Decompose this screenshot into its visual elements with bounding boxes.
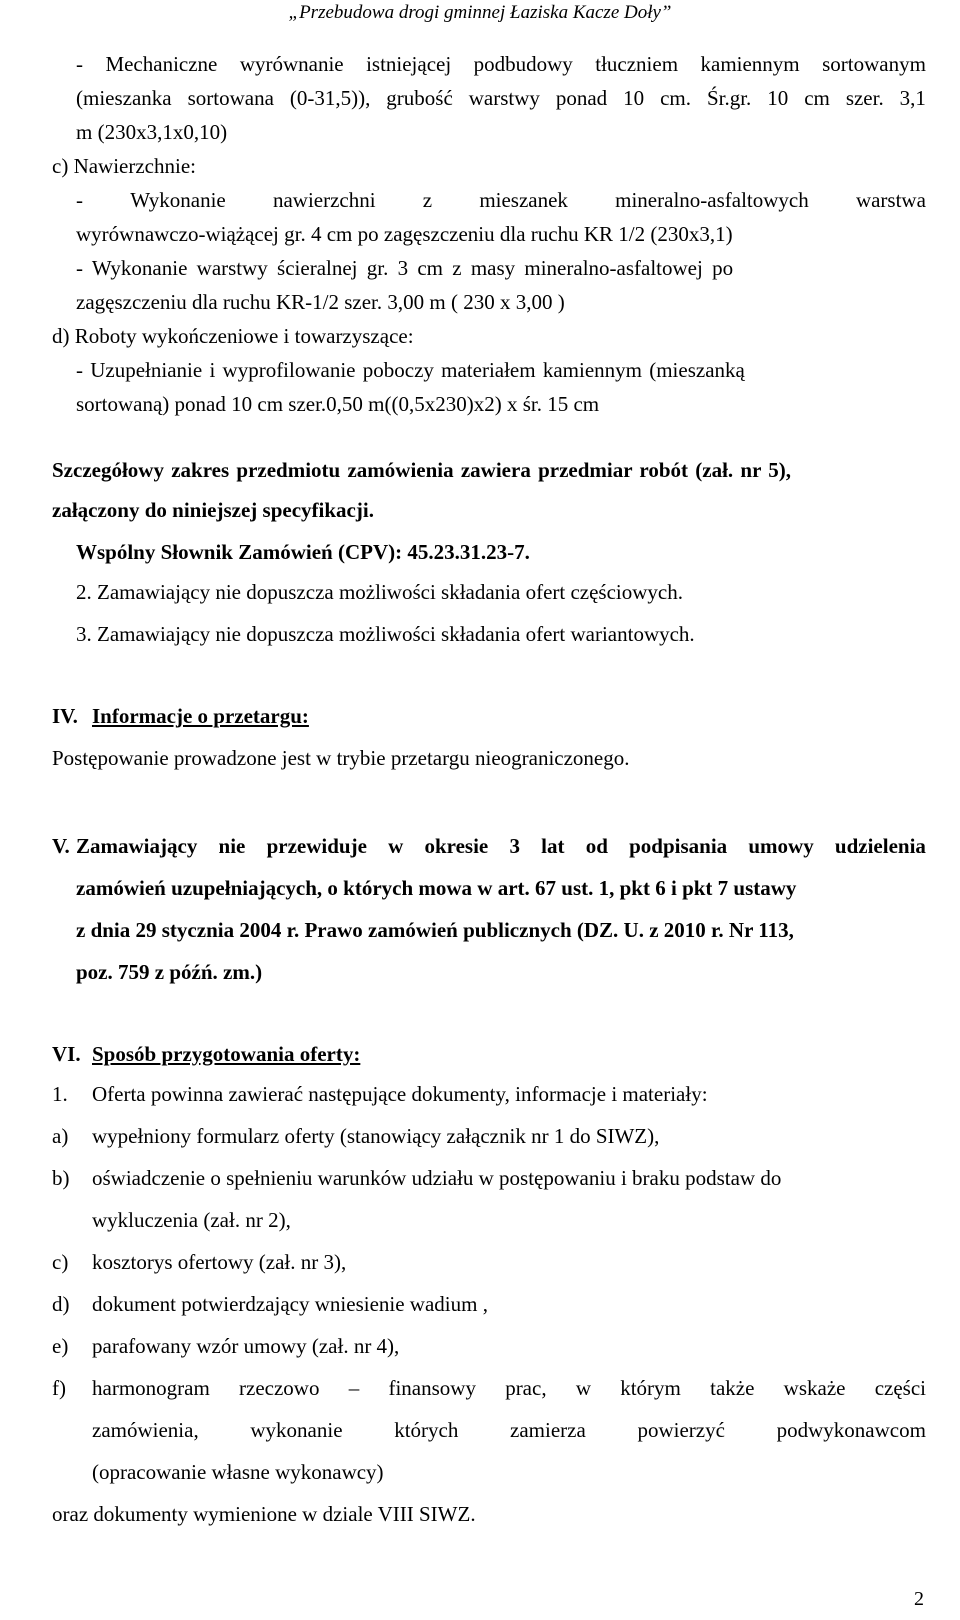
detail-item-2: 2. Zamawiający nie dopuszcza możliwości składania ofert częściowych. bbox=[76, 580, 684, 604]
offer-item-f-label: f) bbox=[52, 1376, 66, 1400]
offer-item-d-label: d) bbox=[52, 1292, 70, 1316]
offer-item-f-line-3: (opracowanie własne wykonawcy) bbox=[92, 1460, 384, 1484]
mech-line-3: m (230x3,1x0,10) bbox=[76, 120, 228, 144]
section-5-line-2: zamówień uzupełniających, o których mowa w art. 67 ust. 1, pkt 6 i pkt 7 ustawy bbox=[76, 876, 797, 900]
offer-item-a-label: a) bbox=[52, 1124, 69, 1148]
page-header: „Przebudowa drogi gminnej Łaziska Kacze Doły” bbox=[288, 2, 672, 23]
offer-intro: Oferta powinna zawierać następujące dokumenty, informacje i materiały: bbox=[92, 1082, 708, 1106]
offer-item-a: wypełniony formularz oferty (stanowiący załącznik nr 1 do SIWZ), bbox=[92, 1124, 660, 1148]
section-5-number: V. bbox=[52, 834, 70, 858]
offer-item-e-label: e) bbox=[52, 1334, 69, 1358]
nawierzchnie-heading: c) Nawierzchnie: bbox=[52, 154, 196, 178]
section-5-line-1: Zamawiający nie przewiduje w okresie 3 lat od podpisania umowy udzielenia bbox=[76, 834, 926, 858]
cpv-code: Wspólny Słownik Zamówień (CPV): 45.23.31.23-7. bbox=[76, 540, 530, 564]
roboty-item-line-1: - Uzupełnianie i wyprofilowanie poboczy materiałem kamiennym (mieszanką bbox=[76, 358, 745, 382]
detail-line-2: załączony do niniejszej specyfikacji. bbox=[52, 498, 374, 522]
offer-item-e: parafowany wzór umowy (zał. nr 4), bbox=[92, 1334, 400, 1358]
section-6-number: VI. bbox=[52, 1042, 81, 1066]
detail-item-3: 3. Zamawiający nie dopuszcza możliwości składania ofert wariantowych. bbox=[76, 622, 695, 646]
offer-item-c-label: c) bbox=[52, 1250, 69, 1274]
section-4-body: Postępowanie prowadzone jest w trybie przetargu nieograniczonego. bbox=[52, 746, 630, 770]
section-4-number: IV. bbox=[52, 704, 78, 728]
mech-line-2: (mieszanka sortowana (0-31,5)), grubość warstwy ponad 10 cm. Śr.gr. 10 cm szer. 3,1 bbox=[76, 86, 926, 110]
section-4-title: Informacje o przetargu: bbox=[92, 704, 309, 728]
offer-item-b-line-1: oświadczenie o spełnieniu warunków udziału w postępowaniu i braku podstaw do bbox=[92, 1166, 782, 1190]
mech-line-1: - Mechaniczne wyrównanie istniejącej podbudowy tłuczniem kamiennym sortowanym bbox=[76, 52, 926, 76]
offer-intro-number: 1. bbox=[52, 1082, 68, 1106]
roboty-item-line-2: sortowaną) ponad 10 cm szer.0,50 m((0,5x230)x2) x śr. 15 cm bbox=[76, 392, 600, 416]
offer-item-c: kosztorys ofertowy (zał. nr 3), bbox=[92, 1250, 347, 1274]
offer-closing: oraz dokumenty wymienione w dziale VIII SIWZ. bbox=[52, 1502, 476, 1526]
section-6-title: Sposób przygotowania oferty: bbox=[92, 1042, 361, 1066]
nawierzchnie-item-1-line-2: wyrównawczo-wiążącej gr. 4 cm po zagęszczeniu dla ruchu KR 1/2 (230x3,1) bbox=[76, 222, 733, 246]
offer-item-f-line-2: zamówienia, wykonanie których zamierza powierzyć podwykonawcom bbox=[92, 1418, 926, 1442]
offer-item-b-line-2: wykluczenia (zał. nr 2), bbox=[92, 1208, 291, 1232]
section-5-line-3: z dnia 29 stycznia 2004 r. Prawo zamówień publicznych (DZ. U. z 2010 r. Nr 113, bbox=[76, 918, 794, 942]
roboty-heading: d) Roboty wykończeniowe i towarzyszące: bbox=[52, 324, 414, 348]
offer-item-f-line-1: harmonogram rzeczowo – finansowy prac, w którym także wskaże części bbox=[92, 1376, 926, 1400]
section-5-line-4: poz. 759 z późń. zm.) bbox=[76, 960, 263, 984]
detail-line-1: Szczegółowy zakres przedmiotu zamówienia zawiera przedmiar robót (zał. nr 5), bbox=[52, 458, 792, 482]
page-number: 2 bbox=[914, 1588, 924, 1610]
offer-item-b-label: b) bbox=[52, 1166, 70, 1190]
offer-item-d: dokument potwierdzający wniesienie wadium , bbox=[92, 1292, 488, 1316]
nawierzchnie-item-2-line-2: zagęszczeniu dla ruchu KR-1/2 szer. 3,00 m ( 230 x 3,00 ) bbox=[76, 290, 565, 314]
nawierzchnie-item-2-line-1: - Wykonanie warstwy ścieralnej gr. 3 cm z masy mineralno-asfaltowej po bbox=[76, 256, 734, 280]
nawierzchnie-item-1-line-1: - Wykonanie nawierzchni z mieszanek mineralno-asfaltowych warstwa bbox=[76, 188, 926, 212]
